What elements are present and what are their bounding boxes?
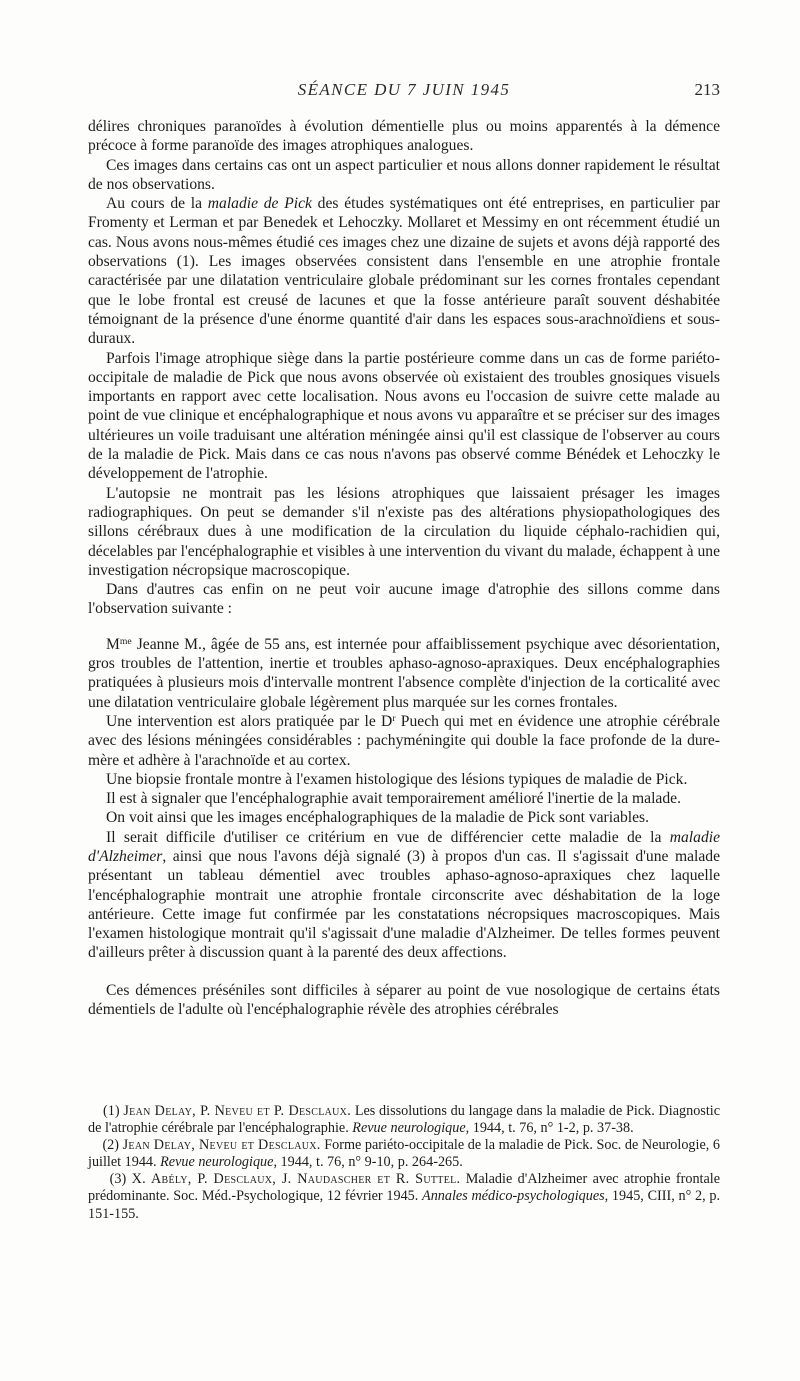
paragraph-text: Ces démences préséniles sont difficiles à séparer au point de vue nosologique de certains états démentiels de l'adulte où l'encéphalographie révèle des atrophies cérébrales — [88, 981, 720, 1019]
footnote-2 — [88, 1137, 720, 1171]
paragraph-text: Une intervention est alors pratiquée par le D — [106, 712, 393, 730]
paragraph — [88, 156, 720, 195]
footnote-ref: , 1945, CIII, n° 2, p. 151-155. — [88, 1188, 721, 1222]
paragraph-text: Au cours de la — [106, 195, 208, 213]
footnotes — [88, 1103, 720, 1223]
footnote-ref: , 1944, t. 76, n° 1-2, p. 37-38. — [465, 1120, 634, 1137]
paragraph — [88, 789, 720, 808]
paragraph-text: délires chroniques paranoïdes à évolution démentielle plus ou moins apparentés à la démence précoce à forme paranoïde des images atrophiques analogues. — [88, 118, 720, 155]
paragraph-text: L'autopsie ne montrait pas les lésions atrophiques que laissaient présager les images radiographiques. On peut se demander s'il n'existe pas des altérations physiopathologiques des sillons cérébraux dues à une modification de la circulation du liquide céphalo-rachidien qui, décelables par l'encéphalographie et visibles à une intervention du vivant du malade, échappent à une investigation nécropsique macroscopique. — [88, 484, 720, 579]
footnote-number: (1) — [103, 1103, 124, 1119]
paragraph — [88, 808, 720, 827]
footnote-number: (2) — [102, 1137, 123, 1154]
footnote-authors: Jean Delay, P. Neveu et P. Desclaux. — [123, 1103, 352, 1119]
footnote-text: Forme pariéto-occipitale de la maladie de Pick. Soc. de Neurologie, 6 juillet 1944. — [88, 1137, 721, 1171]
body-text — [88, 117, 720, 1019]
paragraph-text: des études systématiques ont été entreprises, en particulier par Fromenty et Lerman et par Benedek et Lehoczky. Mollaret et Messimy en ont récemment étudié un cas. Nous avons nous-mêmes étudié ces images chez une dizaine de sujets et avons déjà rapporté des observations (1). Les images observées consistent dans l'ensemble en une atrophie frontale caractérisée par une dilatation ventriculaire globale prédominant sur les cornes frontales cependant que le lobe frontal est creusé de lacunes et que la fosse antérieure paraît souvent déshabitée témoignant de la présence d'une énorme quantité d'air dans les espaces sous-arachnoïdiens et sous-duraux. — [88, 195, 720, 348]
paragraph — [88, 981, 720, 1020]
paragraph — [88, 580, 720, 619]
page-number: 213 — [694, 80, 720, 99]
paragraph — [88, 770, 720, 789]
footnote-text: Maladie d'Alzheimer avec atrophie frontale prédominante. Soc. Méd.-Psychologique, 12 février 1945. — [88, 1171, 721, 1205]
footnote-text: Les dissolutions du langage dans la maladie de Pick. Diagnostic de l'atrophie cérébrale par l'encéphalographie. — [88, 1103, 720, 1137]
footnote-ref: , 1944, t. 76, n° 9-10, p. 264-265. — [273, 1154, 463, 1171]
running-head-title: SÉANCE DU 7 JUIN 1945 — [297, 80, 511, 99]
footnote-1 — [88, 1103, 720, 1137]
case-text: Jeanne M., âgée de 55 ans, est internée pour affaiblissement psychique avec désorientation, gros troubles de l'attention, inertie et troubles aphaso-agnoso-apraxiques. Deux encéphalographies pratiquées à plusieurs mois d'intervalle montrent l'absence complète d'injection de la corticalité avec une dilatation ventriculaire globale légèrement plus marquée sur les cornes frontales. — [88, 635, 720, 711]
paragraph-text: On voit ainsi que les images encéphalographiques de la maladie de Pick sont variables. — [106, 809, 650, 827]
footnote-journal: Revue neurologique — [160, 1154, 274, 1171]
emphasis-alzheimer: maladie d'Alzheimer — [88, 828, 720, 865]
doctor-sup: r — [392, 713, 396, 725]
emphasis-pick-disease: maladie de Pick — [207, 195, 312, 213]
paragraph — [88, 349, 720, 484]
paragraph-text: Parfois l'image atrophique siège dans la partie postérieure comme dans un cas de forme pariéto-occipitale de maladie de Pick que nous avons observée où existaient des troubles gnosiques visuels importants en rapport avec cette localisation. Nous avons eu l'occasion de suivre cette malade au point de vue clinique et encéphalographique et nous avons vu apparaître et se préciser sur des images ultérieures un voile traduisant une altération méningée ainsi qu'il est classique de l'observer au cours de la maladie de Pick. Mais dans ce cas nous n'avons pas observé comme Bénédek et Lehoczky le développement de l'atrophie. — [88, 349, 720, 483]
paragraph-text: Une biopsie frontale montre à l'examen histologique des lésions typiques de maladie de Pick. — [106, 770, 688, 788]
paragraph — [88, 712, 720, 770]
case-abbr: M — [106, 635, 120, 653]
case-abbr-sup: me — [119, 635, 132, 647]
case-observation — [88, 635, 720, 712]
paragraph-alzheimer — [88, 828, 720, 963]
running-head — [88, 80, 720, 106]
footnote-journal: Annales médico-psychologiques — [422, 1188, 605, 1205]
footnote-journal: Revue neurologique — [352, 1120, 466, 1137]
paragraph-continuation — [88, 117, 720, 156]
footnote-number: (3) — [109, 1171, 132, 1188]
paragraph — [88, 484, 720, 580]
paragraph-text: Ces images dans certains cas ont un aspect particulier et nous allons donner rapidement le résultat de nos observations. — [88, 156, 720, 193]
paragraph-pick-disease — [88, 194, 720, 348]
paragraph-text: Il est à signaler que l'encéphalographie avait temporairement amélioré l'inertie de la malade. — [106, 790, 681, 808]
paragraph-text: , ainsi que nous l'avons déjà signalé (3) à propos d'un cas. Il s'agissait d'une malade présentant un tableau démentiel avec troubles aphaso-agnoso-apraxiques chez laquelle l'encéphalographie montrait une atrophie frontale circonscrite avec déshabitation de la loge antérieure. Cette image fut confirmée par les constatations nécropsiques macroscopiques. Mais l'examen histologique montrait qu'il s'agissait d'une maladie d'Alzheimer. De telles formes peuvent d'ailleurs prêter à discussion quant à la parenté des deux affections. — [88, 847, 720, 962]
footnote-3 — [88, 1171, 720, 1222]
paragraph-text: Il serait difficile d'utiliser ce critérium en vue de différencier cette maladie de la — [106, 828, 670, 846]
paragraph-text: Dans d'autres cas enfin on ne peut voir aucune image d'atrophie des sillons comme dans l'observation suivante : — [88, 581, 720, 618]
footnote-authors: Jean Delay, Neveu et Desclaux. — [122, 1137, 321, 1154]
paragraph-text: Puech qui met en évidence une atrophie cérébrale avec des lésions méningées considérables : pachyméningite qui double la face profonde de la dure-mère et adhère à l'arachnoïde et au cortex. — [88, 712, 720, 769]
footnote-authors: X. Abély, P. Desclaux, J. Naudascher et R. Suttel. — [131, 1171, 461, 1188]
